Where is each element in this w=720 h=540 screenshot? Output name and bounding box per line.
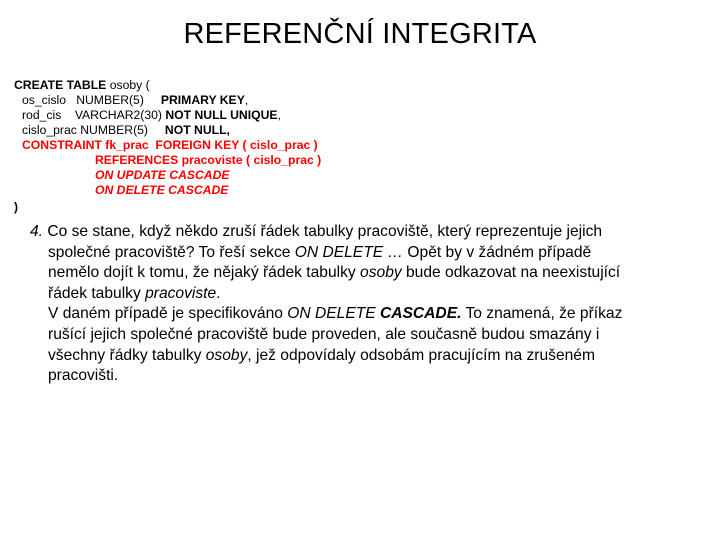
paragraph-text: všechny řádky tabulky [48,346,206,364]
paragraph-text: To znamená, že příkaz [461,305,623,323]
paragraph-text: bude odkazovat na neexistující [401,264,621,282]
sql-constraint-keyword: NOT NULL, [164,123,230,137]
sql-col-def: cislo_prac NUMBER(5) [22,123,165,137]
paragraph-line [30,222,700,243]
paragraph-text: společné pracoviště? To řeší sekce [48,243,295,261]
list-number: 4. [30,223,48,240]
paragraph-text: rušící jejich společné pracoviště bude proveden, ale současně budou smazány i [48,325,600,343]
sql-comma: , [244,93,249,107]
paragraph-text: pracovišti. [48,367,119,385]
sql-line-on-delete: ON DELETE CASCADE [95,183,229,197]
sql-line-on-update: ON UPDATE CASCADE [95,168,230,182]
paragraph-emphasis: ON DELETE … [294,243,404,261]
paragraph-line [30,325,700,346]
sql-create-keyword: CREATE TABLE [14,78,107,92]
paragraph-line [30,284,700,305]
sql-col-def: os_cislo NUMBER(5) [22,93,161,107]
sql-line-constraint: CONSTRAINT fk_prac FOREIGN KEY ( cislo_prac ) [22,138,318,152]
paragraph-text: Opět by v žádném případě [403,243,592,261]
sql-line-os-cislo [14,93,321,108]
sql-col-def: rod_cis VARCHAR2(30) [22,108,166,122]
slide-title: REFERENČNÍ INTEGRITA [183,18,537,50]
paragraph-line [30,263,700,284]
paragraph-line [30,346,700,367]
sql-line-create [14,78,321,93]
sql-line-cislo-prac [14,123,321,138]
explanation-paragraph [30,222,700,387]
sql-constraint-keyword: PRIMARY KEY [160,93,245,107]
paragraph-emphasis: pracoviste [145,284,217,302]
paragraph-emphasis: ON DELETE [287,305,380,323]
paragraph-text: nemělo dojít k tomu, že nějaký řádek tabulky [48,264,361,282]
paragraph-line [30,243,700,264]
paragraph-emphasis: osoby [360,264,402,282]
sql-code-block [14,78,321,198]
sql-table-name: osoby ( [106,78,150,92]
sql-line-rod-cis [14,108,321,123]
paragraph-line [30,366,700,387]
paragraph-text: , jež odpovídaly odsobám pracujícím na zrušeném [247,346,595,364]
paragraph-text: Co se stane, když někdo zruší řádek tabulky pracoviště, který reprezentuje jejich [47,223,603,240]
sql-constraint-keyword: NOT NULL UNIQUE [165,108,278,122]
sql-closing-paren: ) [14,200,18,214]
paragraph-strong: CASCADE. [379,305,462,323]
sql-line-references: REFERENCES pracoviste ( cislo_prac ) [95,153,322,167]
sql-comma: , [277,108,281,122]
paragraph-text: řádek tabulky [48,284,146,302]
paragraph-text: . [216,284,221,302]
paragraph-line [30,304,700,325]
paragraph-emphasis: osoby [205,346,248,364]
paragraph-text: V daném případě je specifikováno [48,305,288,323]
